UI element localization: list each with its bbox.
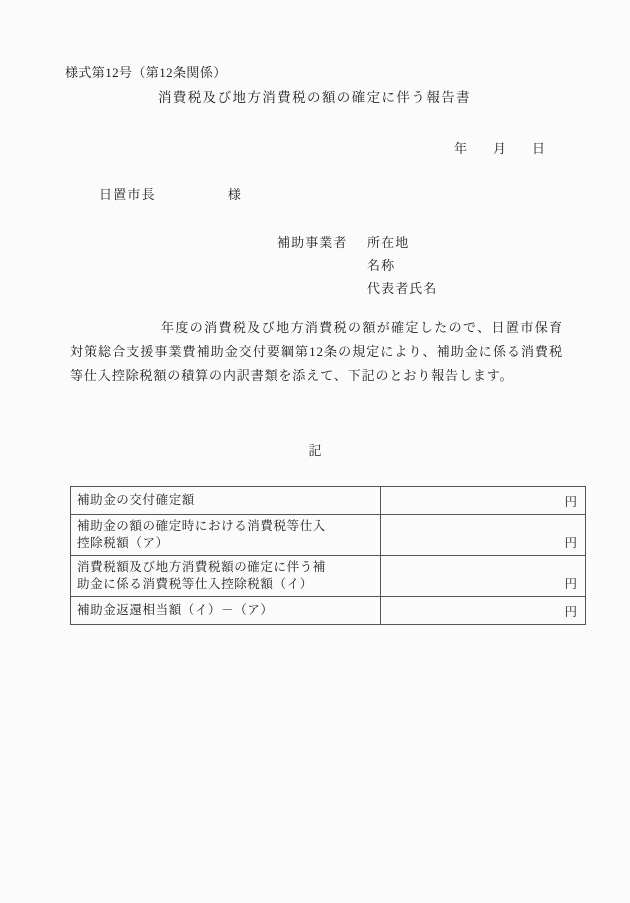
applicant-field-address: 所在地: [367, 235, 410, 250]
date-day-label: 日: [531, 141, 545, 156]
addressee-line: [99, 184, 241, 203]
date-line: [0, 138, 545, 157]
table-row-label-line: 補助金の額の確定時における消費税等仕入: [77, 519, 326, 533]
table-row-label: [71, 597, 381, 625]
table-row: [71, 487, 586, 515]
table-row-unit: 円: [564, 605, 577, 619]
date-month-label: 月: [492, 141, 506, 156]
applicant-field-name: 名称: [367, 258, 396, 273]
table-row-value[interactable]: [381, 556, 586, 597]
applicant-row: [277, 277, 438, 300]
table-row-value[interactable]: [381, 515, 586, 556]
amount-table: [70, 486, 586, 625]
table-row-label: [71, 515, 381, 556]
date-year-label: 年: [453, 141, 467, 156]
table-row: [71, 556, 586, 597]
table-row-label-line: 消費税額及び地方消費税額の確定に伴う補: [77, 560, 326, 574]
table-row: [71, 597, 586, 625]
applicant-row: [277, 231, 438, 254]
table-row-value[interactable]: [381, 597, 586, 625]
applicant-field-representative: 代表者氏名: [367, 281, 438, 296]
table-row-unit: 円: [564, 536, 577, 550]
addressee-honorific: 様: [227, 187, 241, 202]
table-row-label: [71, 556, 381, 597]
table-row-label: [71, 487, 381, 515]
table-row-unit: 円: [564, 577, 577, 591]
table-row-label-line: 控除税額（ア）: [77, 536, 169, 550]
table-row-label-line: 補助金の交付確定額: [77, 493, 195, 507]
table-row-label-line: 助金に係る消費税等仕入控除税額（イ）: [77, 577, 313, 591]
table-row: [71, 515, 586, 556]
table-row-unit: 円: [564, 495, 577, 509]
addressee-recipient: 日置市長: [99, 187, 156, 202]
ki-marker: 記: [308, 443, 322, 458]
applicant-row: [277, 254, 438, 277]
table-row-value[interactable]: [381, 487, 586, 515]
applicant-block: [277, 231, 438, 300]
document-title: 消費税及び地方消費税の額の確定に伴う報告書: [158, 90, 471, 105]
amount-table-body: [71, 487, 586, 625]
table-row-label-line: 補助金返還相当額（イ）－（ア）: [77, 603, 274, 617]
body-paragraph: 年度の消費税及び地方消費税の額が確定したので、日置市保育対策総合支援事業費補助金交付要綱第12条の規定により、補助金に係る消費税等仕入控除税額の積算の内訳書類を添えて、下記のとおり報告します。: [70, 320, 563, 383]
applicant-role-label: 補助事業者: [277, 235, 348, 250]
form-number: 様式第12号（第12条関係）: [65, 65, 227, 80]
